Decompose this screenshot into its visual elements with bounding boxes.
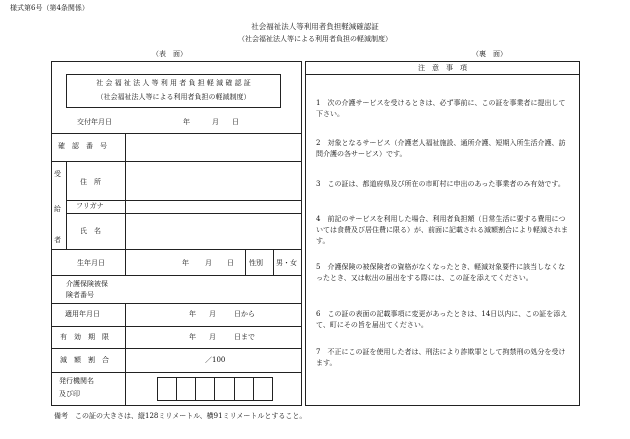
valid-start-label: 適用年月日 <box>65 310 100 318</box>
note-item-5: 5 介護保険の被保険者の資格がなくなったとき、軽減対象要件に該当しなくなったとき、又は転出の届出をする際には、この証を添えてください。 <box>316 263 566 282</box>
note-item-4: 4 前記のサービスを利用した場合、利用者負担額（日常生活に要する費用については食費及び居住費に限る）が、前面に記載される減額割合により軽減されます。 <box>316 215 568 245</box>
valid-start-suffix: 日から <box>234 310 255 318</box>
day-text: 日 <box>232 118 239 126</box>
form-number: 様式第6号（第4条関係） <box>10 4 89 12</box>
valid-until-year: 年 <box>189 333 196 341</box>
note-item-1: 1 次の介護サービスを受けるときは、必ず事前に、この証を事業者に提出して下さい。 <box>316 99 566 118</box>
birth-day: 日 <box>227 259 234 267</box>
card-subtitle: （社会福祉法人等による利用者負担の軽減制度） <box>96 93 251 101</box>
valid-until-label: 有 効 期 限 <box>60 333 109 341</box>
page-title: 社会福祉法人等利用者負担軽減確認証 <box>251 22 379 31</box>
valid-until-month: 月 <box>209 333 216 341</box>
note-item-2: 2 対象となるサービス（介護老人福祉施設、通所介護、短期入所生活介護、訪問介護の各サービス）です。 <box>316 139 566 158</box>
reduction-label: 減 額 割 合 <box>60 356 109 364</box>
birth-month: 月 <box>205 259 212 267</box>
reduction-value: ／100 <box>205 356 226 364</box>
recipient-label-3: 者 <box>54 236 61 244</box>
furigana-label: フリガナ <box>76 202 104 210</box>
address-label: 住 所 <box>80 178 101 186</box>
confirm-number-label: 確 認 番 号 <box>58 142 107 150</box>
insured-number-label-2: 険者番号 <box>66 291 94 299</box>
valid-start-month: 月 <box>209 310 216 318</box>
issuer-label-1: 発行機関名 <box>59 377 94 385</box>
year-text: 年 <box>183 118 190 126</box>
valid-until-suffix: 日まで <box>234 333 255 341</box>
recipient-label-1: 受 <box>54 170 61 178</box>
insured-number-label-1: 介護保険被保 <box>66 280 108 288</box>
month-text: 月 <box>212 118 219 126</box>
issue-date-label: 交付年月日 <box>77 118 112 126</box>
gender-label: 性別 <box>249 259 263 267</box>
birth-label: 生年月日 <box>77 259 105 267</box>
note-item-3: 3 この証は、都道府県及び所在の市町村に申出のあった事業者のみ有効です。 <box>316 180 565 188</box>
birth-year: 年 <box>182 259 189 267</box>
note-item-6: 6 この証の表面の記載事項に変更があったときは、14日以内に、この証を添えて、町にその旨を届出てください。 <box>316 310 568 329</box>
issuer-box-grid <box>157 377 273 401</box>
note-item-7: 7 不正にこの証を使用した者は、刑法により詐欺罪として拘禁刑の処分を受けます。 <box>316 348 566 367</box>
name-label: 氏 名 <box>80 227 101 235</box>
valid-start-year: 年 <box>189 310 196 318</box>
back-label: （裏 面） <box>472 50 507 58</box>
page-subtitle: （社会福祉法人等による利用者負担の軽減制度） <box>238 35 392 43</box>
recipient-label-2: 給 <box>54 205 61 213</box>
footer-note: 備考 この証の大きさは、縦128ミリメートル、横91ミリメートルとすること。 <box>54 412 307 420</box>
card-title: 社 会 福 祉 法 人 等 利 用 者 負 担 軽 減 確 認 証 <box>96 79 251 87</box>
gender-value: 男・女 <box>276 259 297 267</box>
notes-heading: 注 意 事 項 <box>418 64 467 72</box>
front-label: （表 面） <box>152 50 187 58</box>
issuer-label-2: 及び印 <box>59 390 80 398</box>
